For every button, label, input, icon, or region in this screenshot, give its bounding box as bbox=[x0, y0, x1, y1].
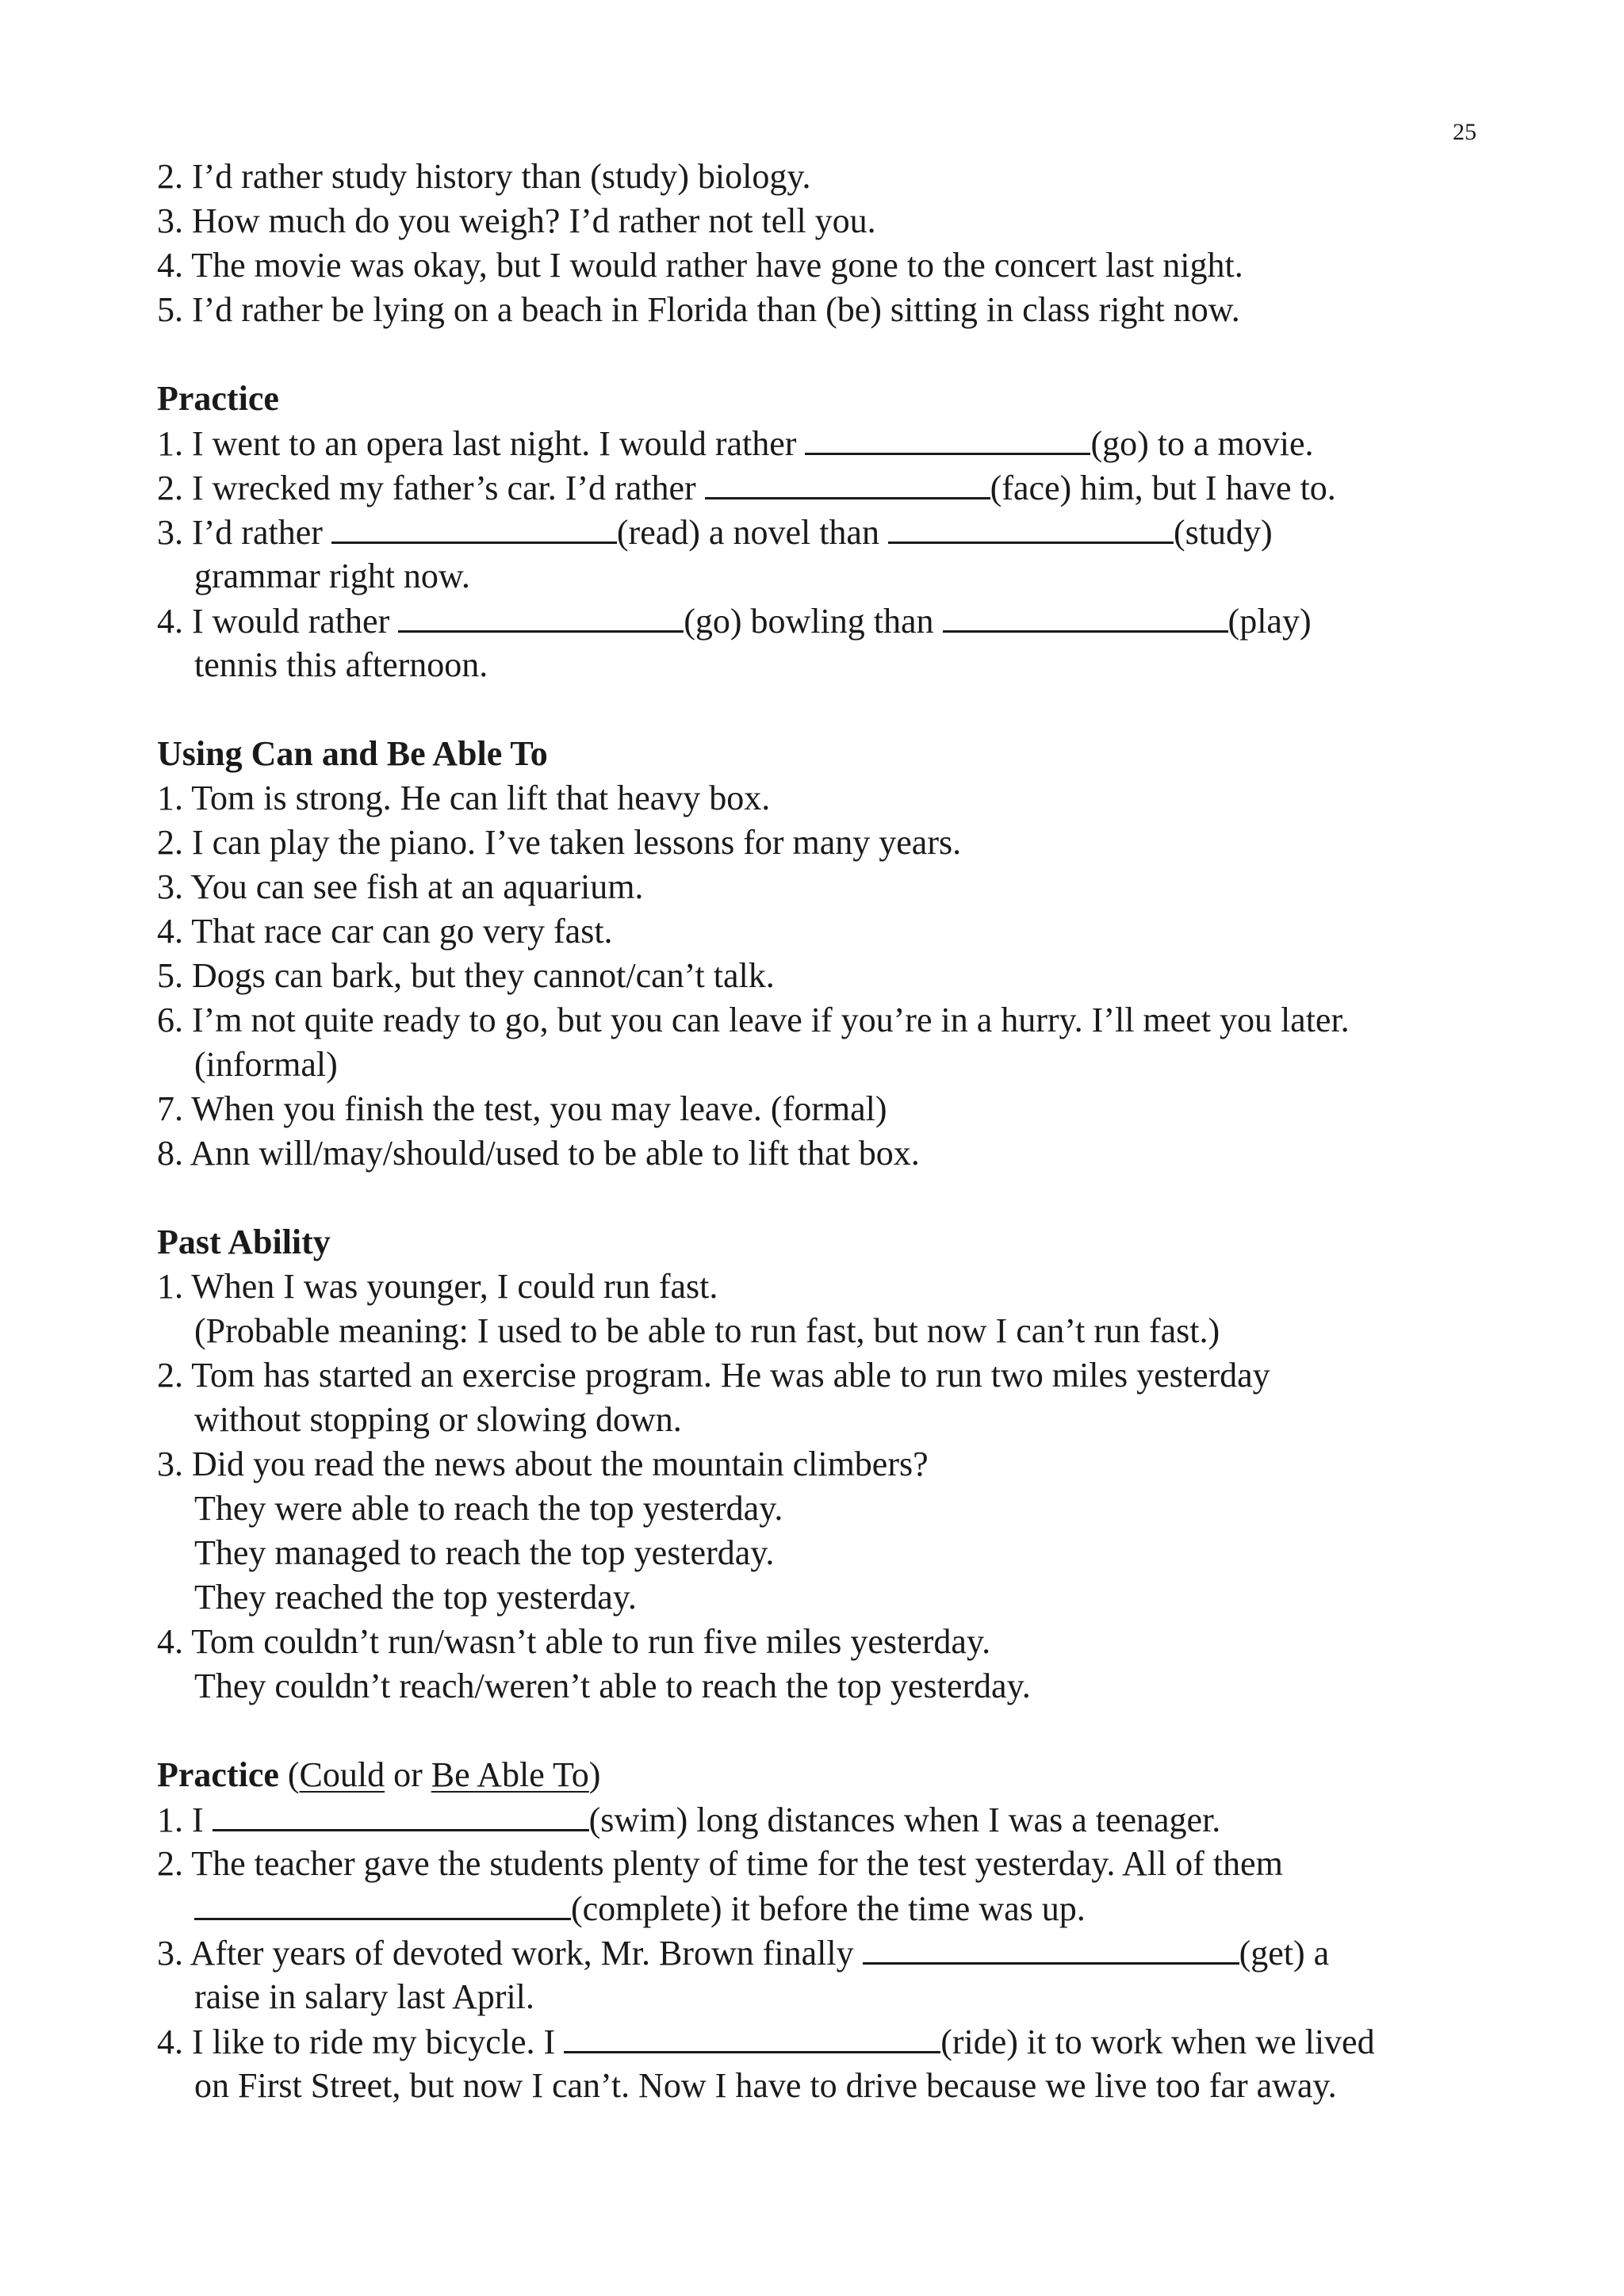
example-line: 5. Dogs can bark, but they cannot/can’t talk. bbox=[157, 956, 775, 995]
answer-blank[interactable] bbox=[888, 510, 1174, 544]
answer-blank[interactable] bbox=[213, 1797, 589, 1831]
verb-hint: (get) a bbox=[1239, 1934, 1330, 1973]
example-continuation: They managed to reach the top yesterday. bbox=[194, 1533, 775, 1572]
example-line: 4. Tom couldn’t run/wasn’t able to run five miles yesterday. bbox=[157, 1622, 991, 1661]
question-text: 3. After years of devoted work, Mr. Brown finally bbox=[157, 1934, 863, 1973]
practice-question bbox=[157, 510, 1505, 554]
verb-hint: (study) bbox=[1173, 513, 1273, 552]
verb-hint: (complete) it before the time was up. bbox=[571, 1889, 1086, 1928]
example-line: 3. Did you read the news about the mountain climbers? bbox=[157, 1445, 929, 1483]
answer-blank[interactable] bbox=[564, 2019, 940, 2053]
spacer bbox=[157, 1709, 1505, 1753]
example-line: 6. I’m not quite ready to go, but you can leave if you’re in a hurry. I’ll meet you later. bbox=[157, 1001, 1350, 1039]
answer-blank[interactable] bbox=[194, 1886, 571, 1920]
example-continuation: They couldn’t reach/weren’t able to reach the top yesterday. bbox=[194, 1667, 1031, 1705]
practice-question bbox=[157, 1931, 1505, 1975]
practice-question bbox=[157, 465, 1505, 510]
question-text: 1. I went to an opera last night. I would rather bbox=[157, 424, 806, 463]
answer-blank[interactable] bbox=[943, 599, 1228, 633]
question-text: 4. I would rather bbox=[157, 602, 399, 641]
question-continuation: grammar right now. bbox=[194, 557, 470, 595]
verb-hint: (go) to a movie. bbox=[1090, 424, 1314, 463]
example-line: 1. Tom is strong. He can lift that heavy box. bbox=[157, 779, 771, 817]
example-line: 3. How much do you weigh? I’d rather not tell you. bbox=[157, 201, 876, 240]
answer-blank[interactable] bbox=[705, 465, 990, 499]
be-able-to-term: Be Able To bbox=[431, 1755, 589, 1794]
question-continuation: raise in salary last April. bbox=[194, 1977, 534, 2016]
verb-hint: (play) bbox=[1228, 602, 1312, 641]
question-text: 2. I wrecked my father’s car. I’d rather bbox=[157, 469, 705, 507]
could-term: Could bbox=[299, 1755, 385, 1794]
question-continuation: on First Street, but now I can’t. Now I have to drive because we live too far away. bbox=[194, 2066, 1337, 2105]
example-continuation: without stopping or slowing down. bbox=[194, 1400, 682, 1439]
answer-blank[interactable] bbox=[805, 421, 1090, 455]
spacer bbox=[157, 1176, 1505, 1220]
verb-hint: (ride) it to work when we lived bbox=[940, 2022, 1375, 2061]
example-continuation: (Probable meaning: I used to be able to run fast, but now I can’t run fast.) bbox=[194, 1311, 1220, 1350]
example-continuation: (informal) bbox=[194, 1045, 338, 1084]
section-heading-practice-could bbox=[157, 1753, 1505, 1797]
verb-hint: (swim) long distances when I was a teenager. bbox=[588, 1800, 1221, 1839]
practice-question: 2. The teacher gave the students plenty of time for the test yesterday. All of them bbox=[157, 1844, 1283, 1883]
answer-blank[interactable] bbox=[398, 599, 684, 633]
page-number: 25 bbox=[1453, 119, 1477, 145]
example-line: 2. Tom has started an exercise program. He was able to run two miles yesterday bbox=[157, 1356, 1270, 1395]
practice-question bbox=[157, 2019, 1505, 2064]
answer-blank[interactable] bbox=[331, 510, 617, 544]
question-continuation bbox=[157, 1886, 1505, 1931]
page-content bbox=[157, 155, 1505, 2108]
spacer bbox=[157, 332, 1505, 377]
example-line: 7. When you finish the test, you may leave. (formal) bbox=[157, 1089, 887, 1128]
question-text: 1. I bbox=[157, 1800, 213, 1839]
question-text: 4. I like to ride my bicycle. I bbox=[157, 2022, 565, 2061]
section-heading-practice: Practice bbox=[157, 379, 279, 418]
example-line: 1. When I was younger, I could run fast. bbox=[157, 1267, 718, 1306]
practice-question bbox=[157, 599, 1505, 643]
example-line: 4. The movie was okay, but I would rather have gone to the concert last night. bbox=[157, 246, 1243, 285]
question-continuation: tennis this afternoon. bbox=[194, 645, 488, 684]
verb-hint: (read) a novel than bbox=[616, 513, 888, 552]
heading-or: or bbox=[385, 1755, 431, 1794]
practice-question bbox=[157, 421, 1505, 465]
example-line: 8. Ann will/may/should/used to be able to lift that box. bbox=[157, 1134, 920, 1173]
practice-heading: Practice bbox=[157, 1755, 279, 1794]
section-heading-can: Using Can and Be Able To bbox=[157, 734, 548, 773]
answer-blank[interactable] bbox=[863, 1931, 1239, 1965]
spacer bbox=[157, 687, 1505, 732]
verb-hint: (go) bowling than bbox=[684, 602, 943, 641]
example-line: 5. I’d rather be lying on a beach in Florida than (be) sitting in class right now. bbox=[157, 290, 1240, 329]
section-heading-past-ability: Past Ability bbox=[157, 1223, 331, 1261]
example-line: 2. I’d rather study history than (study) biology. bbox=[157, 157, 811, 196]
verb-hint: (face) him, but I have to. bbox=[990, 469, 1336, 507]
heading-paren: ( bbox=[278, 1755, 300, 1794]
example-line: 3. You can see fish at an aquarium. bbox=[157, 867, 644, 906]
heading-paren: ) bbox=[588, 1755, 601, 1794]
question-text: 3. I’d rather bbox=[157, 513, 331, 552]
practice-question bbox=[157, 1797, 1505, 1842]
example-line: 2. I can play the piano. I’ve taken lessons for many years. bbox=[157, 823, 962, 862]
example-continuation: They reached the top yesterday. bbox=[194, 1578, 637, 1617]
example-continuation: They were able to reach the top yesterday. bbox=[194, 1489, 783, 1528]
example-line: 4. That race car can go very fast. bbox=[157, 912, 613, 951]
